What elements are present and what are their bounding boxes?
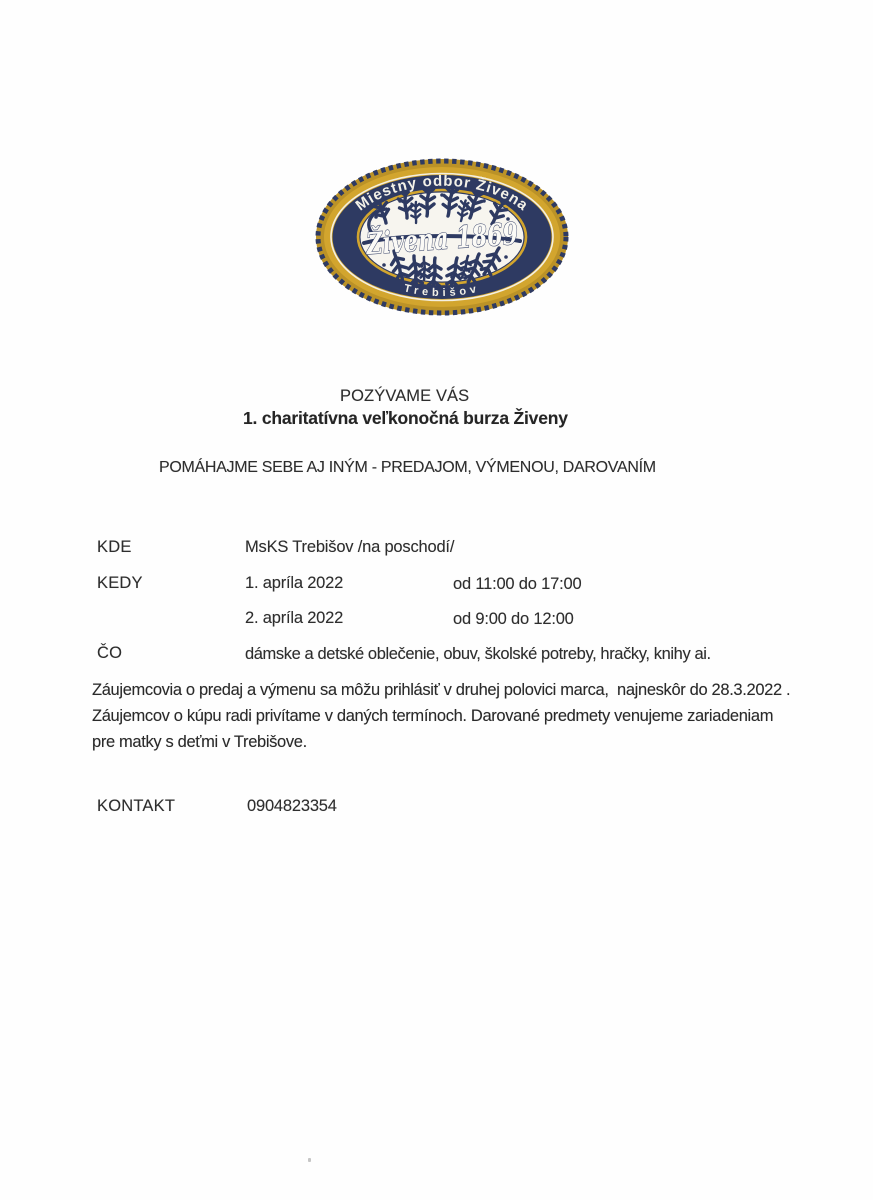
value-kde: MsKS Trebišov /na poschodí/ [245, 538, 455, 556]
note-line-1: Záujemcovia o predaj a výmenu sa môžu prihlásiť v druhej polovici marca, najneskôr do 28.3.2022 . [92, 681, 791, 699]
value-kontakt: 0904823354 [247, 797, 337, 815]
label-kedy: KEDY [97, 574, 143, 592]
label-kde: KDE [97, 538, 132, 556]
logo-top-text: Miestny odbor Živena [352, 172, 532, 215]
note-line-2: Záujemcov o kúpu radi privítame v daných termínoch. Darované predmety venujeme zariadeniam [92, 707, 774, 725]
label-kontakt: KONTAKT [97, 797, 176, 815]
logo-bottom-text: Trebišov [402, 282, 482, 300]
zivena-logo [314, 157, 570, 317]
kedy-row-time: od 11:00 do 17:00 [453, 575, 582, 593]
kedy-row-time: od 9:00 do 12:00 [453, 610, 574, 628]
zivena-logo-graphic [314, 157, 570, 317]
slogan-line: POMÁHAJME SEBE AJ INÝM - PREDAJOM, VÝMENOU, DAROVANÍM [159, 459, 656, 476]
scan-speck [727, 710, 729, 715]
kedy-row-date: 1. apríla 2022 [245, 574, 344, 592]
scan-speck [308, 1158, 311, 1162]
logo-script-text: Živena 1869 [365, 213, 570, 263]
event-title: 1. charitatívna veľkonočná burza Živeny [243, 408, 568, 428]
note-line-3: pre matky s deťmi v Trebišove. [92, 733, 307, 751]
value-co: dámske a detské oblečenie, obuv, školské potreby, hračky, knihy ai. [245, 645, 711, 663]
invite-heading: POZÝVAME VÁS [340, 387, 470, 405]
kedy-row-date: 2. apríla 2022 [245, 609, 344, 627]
label-co: ČO [97, 644, 123, 662]
